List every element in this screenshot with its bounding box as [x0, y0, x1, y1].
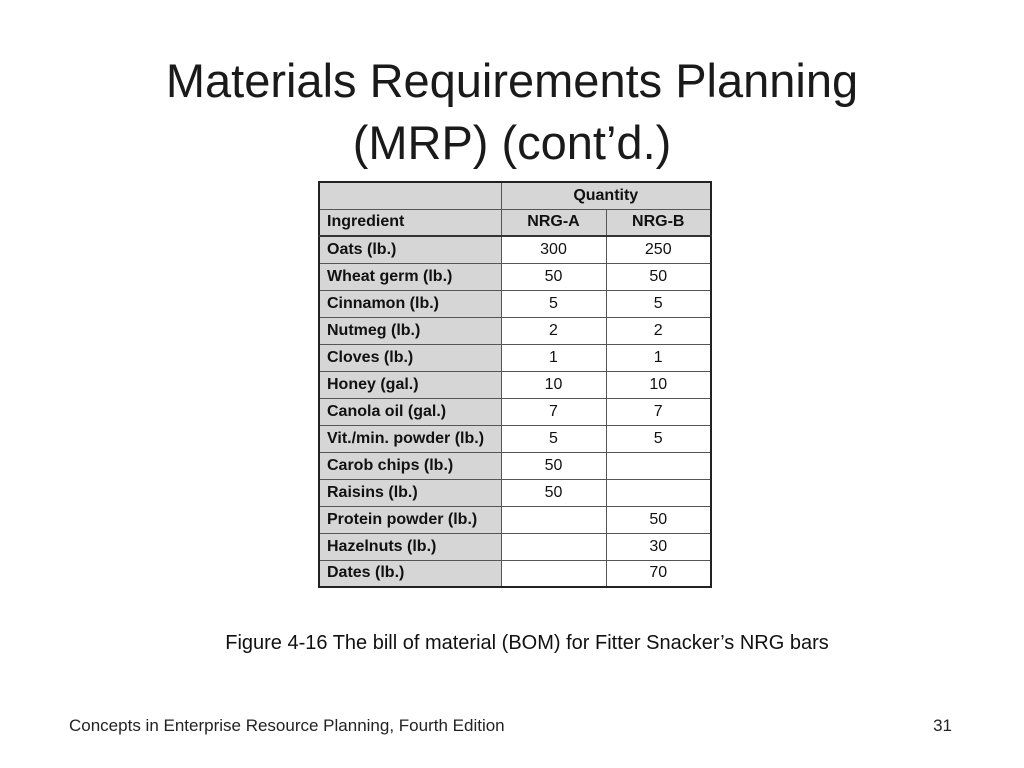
nrg-b-quantity-cell	[606, 479, 711, 506]
table-row	[319, 344, 711, 371]
bom-table	[318, 181, 712, 588]
nrg-b-quantity-cell: 5	[606, 290, 711, 317]
bom-table-body	[319, 236, 711, 587]
table-row	[319, 398, 711, 425]
nrg-a-quantity-cell: 50	[501, 479, 606, 506]
ingredient-header: Ingredient	[319, 209, 501, 236]
nrg-a-quantity-cell: 5	[501, 425, 606, 452]
table-row	[319, 371, 711, 398]
table-row	[319, 425, 711, 452]
ingredient-cell: Hazelnuts (lb.)	[319, 533, 501, 560]
quantity-header-row	[319, 182, 711, 209]
table-row	[319, 290, 711, 317]
nrg-b-quantity-cell: 5	[606, 425, 711, 452]
nrg-b-header: NRG-B	[606, 209, 711, 236]
ingredient-cell: Dates (lb.)	[319, 560, 501, 587]
nrg-b-quantity-cell: 50	[606, 263, 711, 290]
ingredient-cell: Vit./min. powder (lb.)	[319, 425, 501, 452]
slide-title-line-1: Materials Requirements Planning	[165, 54, 859, 107]
nrg-b-quantity-cell: 70	[606, 560, 711, 587]
nrg-b-quantity-cell: 250	[606, 236, 711, 263]
table-row	[319, 317, 711, 344]
empty-header-cell	[319, 182, 501, 209]
nrg-a-quantity-cell	[501, 506, 606, 533]
ingredient-cell: Protein powder (lb.)	[319, 506, 501, 533]
ingredient-cell: Honey (gal.)	[319, 371, 501, 398]
nrg-a-quantity-cell: 2	[501, 317, 606, 344]
nrg-b-quantity-cell: 2	[606, 317, 711, 344]
ingredient-cell: Oats (lb.)	[319, 236, 501, 263]
footer-text: Concepts in Enterprise Resource Planning, Fourth Edition	[69, 716, 505, 735]
table-row	[319, 560, 711, 587]
ingredient-cell: Cloves (lb.)	[319, 344, 501, 371]
nrg-b-quantity-cell: 30	[606, 533, 711, 560]
figure-caption: Figure 4-16 The bill of material (BOM) for Fitter Snacker’s NRG bars	[225, 632, 829, 654]
nrg-a-quantity-cell	[501, 560, 606, 587]
table-row	[319, 479, 711, 506]
nrg-a-quantity-cell	[501, 533, 606, 560]
ingredient-cell: Nutmeg (lb.)	[319, 317, 501, 344]
quantity-header: Quantity	[501, 182, 711, 209]
ingredient-cell: Wheat germ (lb.)	[319, 263, 501, 290]
nrg-b-quantity-cell	[606, 452, 711, 479]
table-row	[319, 263, 711, 290]
table-row	[319, 506, 711, 533]
nrg-a-quantity-cell: 50	[501, 263, 606, 290]
page-number: 31	[933, 716, 952, 735]
nrg-a-quantity-cell: 10	[501, 371, 606, 398]
nrg-b-quantity-cell: 50	[606, 506, 711, 533]
nrg-b-quantity-cell: 10	[606, 371, 711, 398]
table-row	[319, 533, 711, 560]
table-row	[319, 236, 711, 263]
ingredient-cell: Raisins (lb.)	[319, 479, 501, 506]
table-row	[319, 452, 711, 479]
nrg-a-quantity-cell: 1	[501, 344, 606, 371]
nrg-a-header: NRG-A	[501, 209, 606, 236]
nrg-a-quantity-cell: 50	[501, 452, 606, 479]
ingredient-cell: Canola oil (gal.)	[319, 398, 501, 425]
nrg-a-quantity-cell: 300	[501, 236, 606, 263]
ingredient-cell: Carob chips (lb.)	[319, 452, 501, 479]
slide-title	[0, 50, 1024, 174]
column-header-row	[319, 209, 711, 236]
slide-title-line-2: (MRP) (cont’d.)	[352, 116, 672, 169]
ingredient-cell: Cinnamon (lb.)	[319, 290, 501, 317]
nrg-a-quantity-cell: 5	[501, 290, 606, 317]
nrg-b-quantity-cell: 1	[606, 344, 711, 371]
nrg-a-quantity-cell: 7	[501, 398, 606, 425]
nrg-b-quantity-cell: 7	[606, 398, 711, 425]
